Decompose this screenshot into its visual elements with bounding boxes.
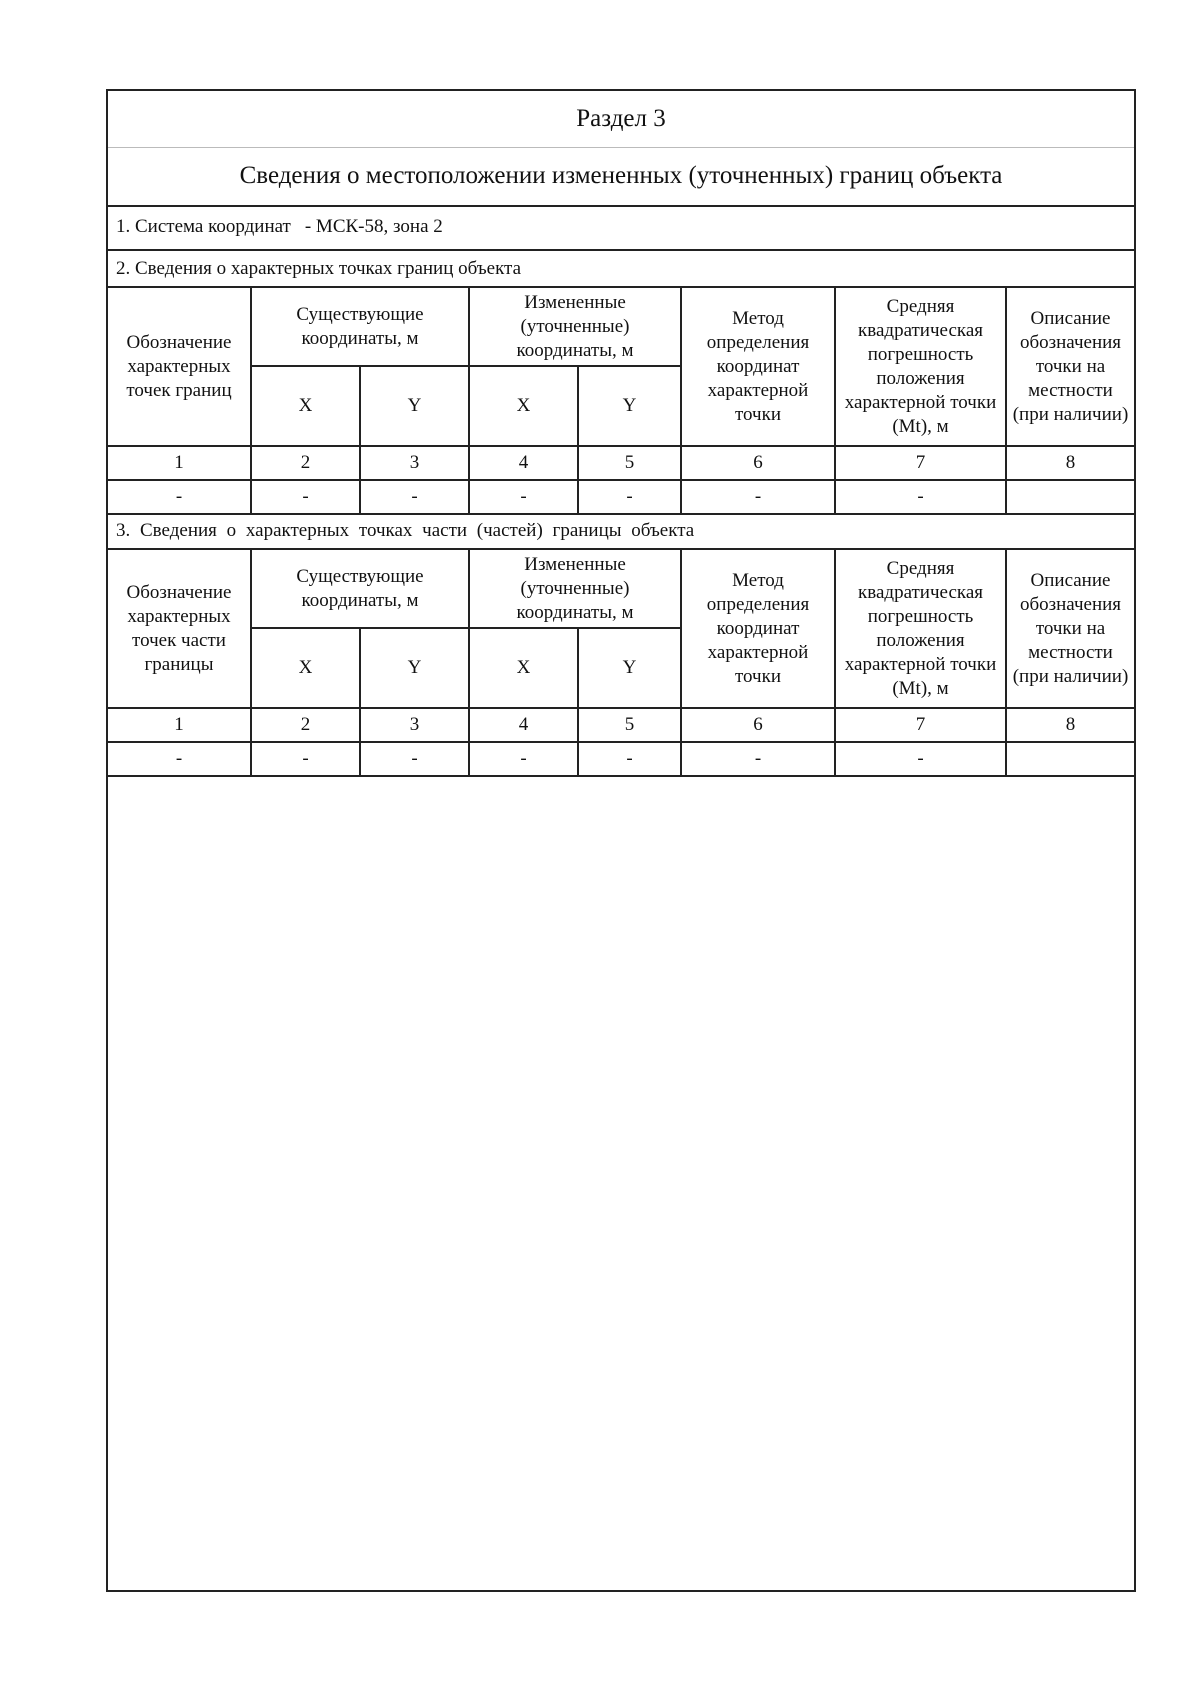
header-changed-coords: Измененные (уточненные) координаты, м: [469, 288, 681, 366]
table-cell: -: [835, 742, 1006, 776]
column-number: 5: [578, 708, 681, 742]
column-number: 2: [251, 446, 360, 480]
header-changed-y: Y: [578, 628, 681, 708]
column-number: 1: [108, 446, 251, 480]
column-number-row: [108, 708, 1134, 742]
header-existing-y: Y: [360, 366, 469, 446]
header-existing-coords: Существующие координаты, м: [251, 288, 469, 366]
column-number-row: [108, 446, 1134, 480]
coordinate-system-label: 1. Система координат: [116, 216, 291, 237]
table-cell: -: [578, 480, 681, 514]
header-mean-error: Средняя квадратическая погрешность положения характерной точки (Mt), м: [835, 550, 1006, 708]
column-number: 2: [251, 708, 360, 742]
column-number: 8: [1006, 446, 1134, 480]
table2-caption: 3. Сведения о характерных точках части (частей) границы объекта: [108, 514, 1134, 550]
boundary-part-points-table: [108, 550, 1134, 777]
column-number: 4: [469, 446, 578, 480]
table-cell: -: [251, 742, 360, 776]
header-existing-coords: Существующие координаты, м: [251, 550, 469, 628]
table-row: [108, 480, 1134, 514]
table-cell: -: [469, 480, 578, 514]
table-cell: [1006, 742, 1134, 776]
header-designation: Обозначение характерных точек части границы: [108, 550, 251, 708]
column-number: 4: [469, 708, 578, 742]
table-cell: -: [578, 742, 681, 776]
header-description: Описание обозначения точки на местности (при наличии): [1006, 550, 1134, 708]
table-cell: -: [360, 742, 469, 776]
column-number: 8: [1006, 708, 1134, 742]
header-changed-x: X: [469, 628, 578, 708]
coordinate-system-value: - МСК-58, зона 2: [304, 216, 443, 237]
document-frame: [106, 89, 1136, 1592]
column-number: 1: [108, 708, 251, 742]
table-cell: -: [108, 742, 251, 776]
table-header-row: [108, 288, 1134, 366]
header-description: Описание обозначения точки на местности (при наличии): [1006, 288, 1134, 446]
boundary-points-table: [108, 288, 1134, 515]
table-cell: -: [108, 480, 251, 514]
header-designation: Обозначение характерных точек границ: [108, 288, 251, 446]
header-changed-coords: Измененные (уточненные) координаты, м: [469, 550, 681, 628]
column-number: 3: [360, 446, 469, 480]
table-header-row: [108, 550, 1134, 628]
header-method: Метод определения координат характерной точки: [681, 550, 835, 708]
header-changed-x: X: [469, 366, 578, 446]
header-method: Метод определения координат характерной точки: [681, 288, 835, 446]
column-number: 6: [681, 708, 835, 742]
table-cell: -: [681, 742, 835, 776]
section-number: Раздел 3: [108, 91, 1134, 148]
section-title: Сведения о местоположении измененных (уточненных) границ объекта: [108, 147, 1134, 207]
header-mean-error: Средняя квадратическая погрешность положения характерной точки (Mt), м: [835, 288, 1006, 446]
table-cell: -: [251, 480, 360, 514]
table-cell: -: [681, 480, 835, 514]
table-row: [108, 742, 1134, 776]
coordinate-system-line: [108, 205, 1134, 251]
column-number: 6: [681, 446, 835, 480]
header-changed-y: Y: [578, 366, 681, 446]
column-number: 7: [835, 446, 1006, 480]
table-cell: -: [360, 480, 469, 514]
column-number: 5: [578, 446, 681, 480]
header-existing-x: X: [251, 366, 360, 446]
header-existing-x: X: [251, 628, 360, 708]
table-cell: -: [835, 480, 1006, 514]
header-existing-y: Y: [360, 628, 469, 708]
table1-caption: 2. Сведения о характерных точках границ объекта: [108, 251, 1134, 288]
column-number: 3: [360, 708, 469, 742]
table-cell: -: [469, 742, 578, 776]
table-cell: [1006, 480, 1134, 514]
column-number: 7: [835, 708, 1006, 742]
